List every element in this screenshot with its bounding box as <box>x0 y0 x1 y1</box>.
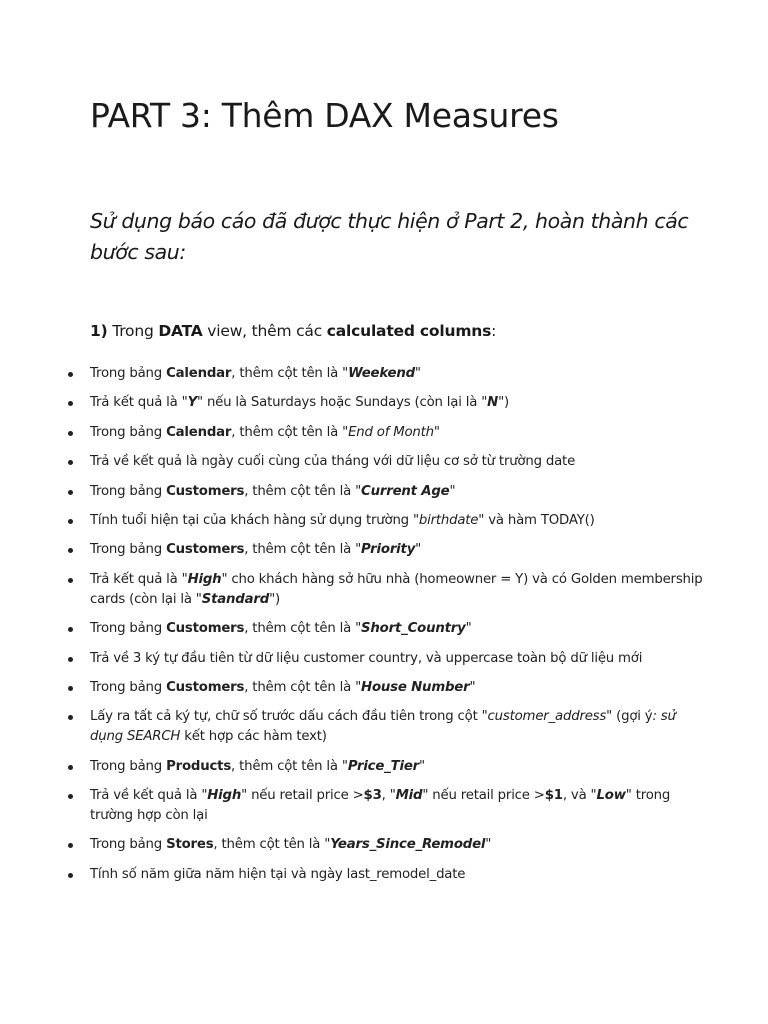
text-segment: Trong bảng <box>90 679 167 695</box>
emphasis-text: High <box>207 788 242 804</box>
emphasis-text: Short_Country <box>361 621 466 637</box>
step-bold-calculated-columns: calculated columns <box>326 322 492 340</box>
text-segment: , thêm cột tên là " <box>244 542 362 558</box>
text-segment: , thêm cột tên là " <box>231 758 348 774</box>
list-item <box>68 570 708 610</box>
text-segment: Tính tuổi hiện tại của khách hàng sử dụng trường " <box>90 512 419 528</box>
list-item-text <box>90 651 642 666</box>
bullet-icon <box>68 843 73 848</box>
text-segment: " trong trường hợp còn lại <box>90 788 671 824</box>
italic-text: End of Month <box>348 424 434 440</box>
text-segment: Trả về kết quả là ngày cuối cùng của tháng với dữ liệu cơ sở từ trường date <box>90 454 576 470</box>
text-segment: " <box>419 758 425 774</box>
emphasis-text: Customers <box>166 483 245 499</box>
list-item <box>68 757 708 777</box>
list-item <box>68 619 708 639</box>
list-item <box>68 393 708 413</box>
text-segment: Trong bảng <box>90 837 167 853</box>
step-text-2: view, thêm các <box>202 322 327 340</box>
subtitle: Sử dụng báo cáo đã được thực hiện ở Part 2, hoàn thành các bước sau: <box>90 209 689 264</box>
list-item <box>68 678 708 698</box>
emphasis-text: N <box>487 395 499 411</box>
list-item <box>68 786 708 826</box>
emphasis-text: House Number <box>361 679 470 695</box>
list-item <box>68 835 708 855</box>
emphasis-text: Calendar <box>166 424 232 440</box>
text-segment: " <box>415 542 422 558</box>
emphasis-text: Y <box>187 395 197 411</box>
text-segment: , thêm cột tên là " <box>244 483 362 499</box>
text-segment: , " <box>381 788 396 804</box>
bullet-icon <box>68 794 73 799</box>
italic-text: customer_address <box>487 709 607 725</box>
text-segment: Trong bảng <box>90 542 167 558</box>
text-segment: " <box>449 483 456 499</box>
text-segment: Trong bảng <box>90 483 167 499</box>
emphasis-text: $1 <box>544 788 563 804</box>
emphasis-text: Customers <box>166 679 245 695</box>
bullet-icon <box>68 657 73 662</box>
bullet-icon <box>68 548 73 553</box>
list-item <box>68 511 708 531</box>
emphasis-text: Low <box>596 788 626 804</box>
emphasis-text: Weekend <box>348 366 415 381</box>
list-item-text <box>90 709 676 744</box>
text-segment: " <box>414 366 421 381</box>
emphasis-text: Years_Since_Remodel <box>330 837 486 853</box>
text-segment: , thêm cột tên là " <box>213 837 331 853</box>
list-item-text <box>90 837 491 852</box>
bullet-icon <box>68 765 73 770</box>
list-item <box>68 482 708 502</box>
emphasis-text: Current Age <box>361 483 450 499</box>
list-item <box>68 452 708 472</box>
step-bold-data: DATA <box>158 322 203 340</box>
list-item <box>68 865 708 885</box>
list-item-text <box>90 867 465 882</box>
list-item-text <box>90 395 509 410</box>
step-text-3: : <box>491 322 497 340</box>
list-item-text <box>90 513 595 528</box>
emphasis-text: High <box>187 571 222 587</box>
emphasis-text: Products <box>166 758 232 774</box>
text-segment: Trong bảng <box>90 621 167 637</box>
text-segment: " <box>433 424 440 440</box>
emphasis-text: Customers <box>166 621 245 637</box>
step-number: 1) <box>90 322 108 340</box>
text-segment: " nếu retail price > <box>241 788 364 804</box>
text-segment: Trả kết quả là " <box>90 571 188 587</box>
text-segment: Trả kết quả là " <box>90 395 188 411</box>
text-segment: " <box>465 621 472 637</box>
bullet-icon <box>68 490 73 495</box>
bullet-icon <box>68 519 73 524</box>
emphasis-text: Priority <box>361 542 416 558</box>
step-1-heading <box>90 322 496 340</box>
text-segment: Trong bảng <box>90 366 167 381</box>
text-segment: " nếu retail price > <box>422 788 545 804</box>
list-item-text <box>90 621 472 636</box>
bullet-icon <box>68 578 73 583</box>
text-segment: " <box>469 679 476 695</box>
italic-text: birthdate <box>418 512 479 528</box>
text-segment: , thêm cột tên là " <box>231 366 349 381</box>
text-segment: " nếu là Saturdays hoặc Sundays (còn lại là " <box>197 395 488 411</box>
list-item-text <box>90 572 703 607</box>
text-segment: Lấy ra tất cả ký tự, chữ số trước dấu cách đầu tiên trong cột " <box>90 709 488 725</box>
list-item <box>68 649 708 669</box>
bullet-icon <box>68 873 73 878</box>
text-segment: , thêm cột tên là " <box>244 679 362 695</box>
list-item <box>68 364 708 384</box>
bullet-icon <box>68 686 73 691</box>
emphasis-text: Mid <box>395 788 423 804</box>
text-segment: " và hàm TODAY() <box>478 512 595 528</box>
list-item-text <box>90 542 421 557</box>
bullet-icon <box>68 431 73 436</box>
bullet-icon <box>68 401 73 406</box>
text-segment: , thêm cột tên là " <box>244 621 362 637</box>
italic-text: : sử dụng SEARCH <box>90 709 676 745</box>
text-segment: Tính số năm giữa năm hiện tại và ngày last_remodel_date <box>90 866 466 882</box>
bullet-icon <box>68 460 73 465</box>
list-item <box>68 423 708 443</box>
list-item-text <box>90 366 421 381</box>
text-segment: Trả về 3 ký tự đầu tiên từ dữ liệu customer country, và uppercase toàn bộ dữ liệu mới <box>90 650 643 666</box>
emphasis-text: Price_Tier <box>347 758 420 774</box>
page-title: PART 3: Thêm DAX Measures <box>90 96 559 135</box>
text-segment: " (gợi ý <box>606 709 653 725</box>
text-segment: Trả về kết quả là " <box>90 788 208 804</box>
bullet-icon <box>68 715 73 720</box>
text-segment: , và " <box>562 788 597 804</box>
list-item <box>68 707 708 747</box>
list-item-text <box>90 454 575 469</box>
instruction-list <box>68 364 708 894</box>
list-item-text <box>90 484 455 499</box>
list-item-text <box>90 680 475 695</box>
emphasis-text: Standard <box>201 591 270 607</box>
bullet-icon <box>68 627 73 632</box>
text-segment: ") <box>269 591 280 607</box>
emphasis-text: Calendar <box>166 366 232 381</box>
text-segment: Trong bảng <box>90 758 167 774</box>
text-segment: , thêm cột tên là " <box>231 424 349 440</box>
emphasis-text: Stores <box>166 837 214 853</box>
bullet-icon <box>68 372 73 377</box>
text-segment: Trong bảng <box>90 424 167 440</box>
list-item-text <box>90 788 670 823</box>
emphasis-text: Customers <box>166 542 245 558</box>
emphasis-text: $3 <box>363 788 382 804</box>
text-segment: " cho khách hàng sở hữu nhà (homeowner = Y) và có Golden membership cards (còn lại là " <box>90 571 703 607</box>
text-segment: kết hợp các hàm text) <box>180 729 327 745</box>
text-segment: ") <box>498 395 509 411</box>
list-item-text <box>90 759 425 774</box>
list-item-text <box>90 425 440 440</box>
list-item <box>68 540 708 560</box>
text-segment: " <box>485 837 492 853</box>
step-text-1: Trong <box>107 322 159 340</box>
